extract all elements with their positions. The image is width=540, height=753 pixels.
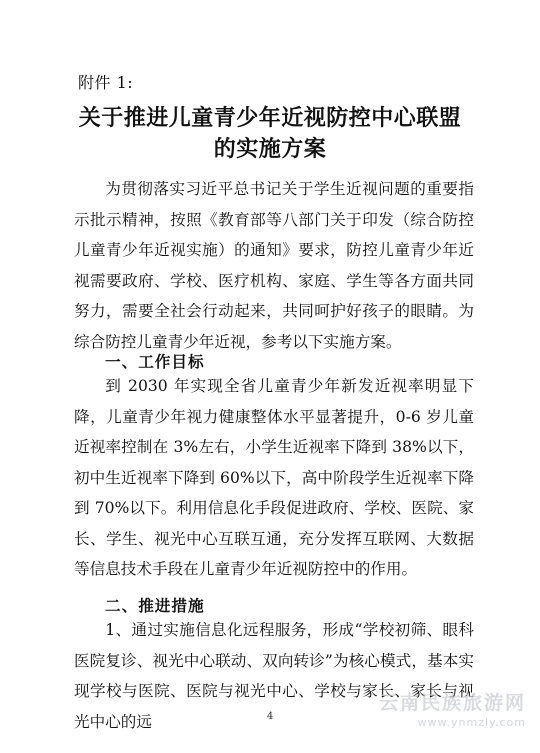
document-title-line1: 关于推进儿童青少年近视防控中心联盟 — [78, 106, 462, 131]
section-heading-goals: 一、工作目标 — [105, 353, 205, 371]
watermark-site-name: 云南民族旅游网 — [378, 692, 526, 714]
intro-paragraph: 为贯彻落实习近平总书记关于学生近视问题的重要指示批示精神，按照《教育部等八部门关于印发（综合防控儿童青少年近视实施）的通知》要求，防控儿童青少年近视需要政府、学校、医疗机构、家庭、学生等各方面共同努力，需要全社会行动起来，共同呵护好孩子的眼睛。为综合防控儿童青少年近视，参考以下实施方案。 — [74, 180, 474, 351]
attachment-label: 附件 1: — [78, 73, 134, 92]
page-number: 4 — [266, 711, 274, 722]
measures-paragraph: 1、通过实施信息化远程服务，形成“学校初筛、眼科医院复诊、视光中心联动、双向转诊”为核心模式，基本实现学校与医院、医院与视光中心、学校与家长、家长与视光中心的远 — [74, 621, 474, 731]
watermark-site-url: www.ynmzly.com — [417, 716, 526, 729]
goals-paragraph: 到 2030 年实现全省儿童青少年新发近视率明显下降，儿童青少年视力健康整体水平显著提升，0-6 岁儿童近视率控制在 3%左右，小学生近视率下降到 38%以下，初中生近视率下降到 60%以下，高中阶段学生近视率下降到 70%以下。利用信息化手段促进政府、学校、医院、家长、学生、视光中心互联互通，充分发挥互联网、大数据等信息技术手段在儿童青少年近视防控中的作用。 — [74, 377, 474, 578]
section-heading-measures: 二、推进措施 — [105, 597, 205, 615]
document-title-line2: 的实施方案 — [213, 137, 327, 162]
